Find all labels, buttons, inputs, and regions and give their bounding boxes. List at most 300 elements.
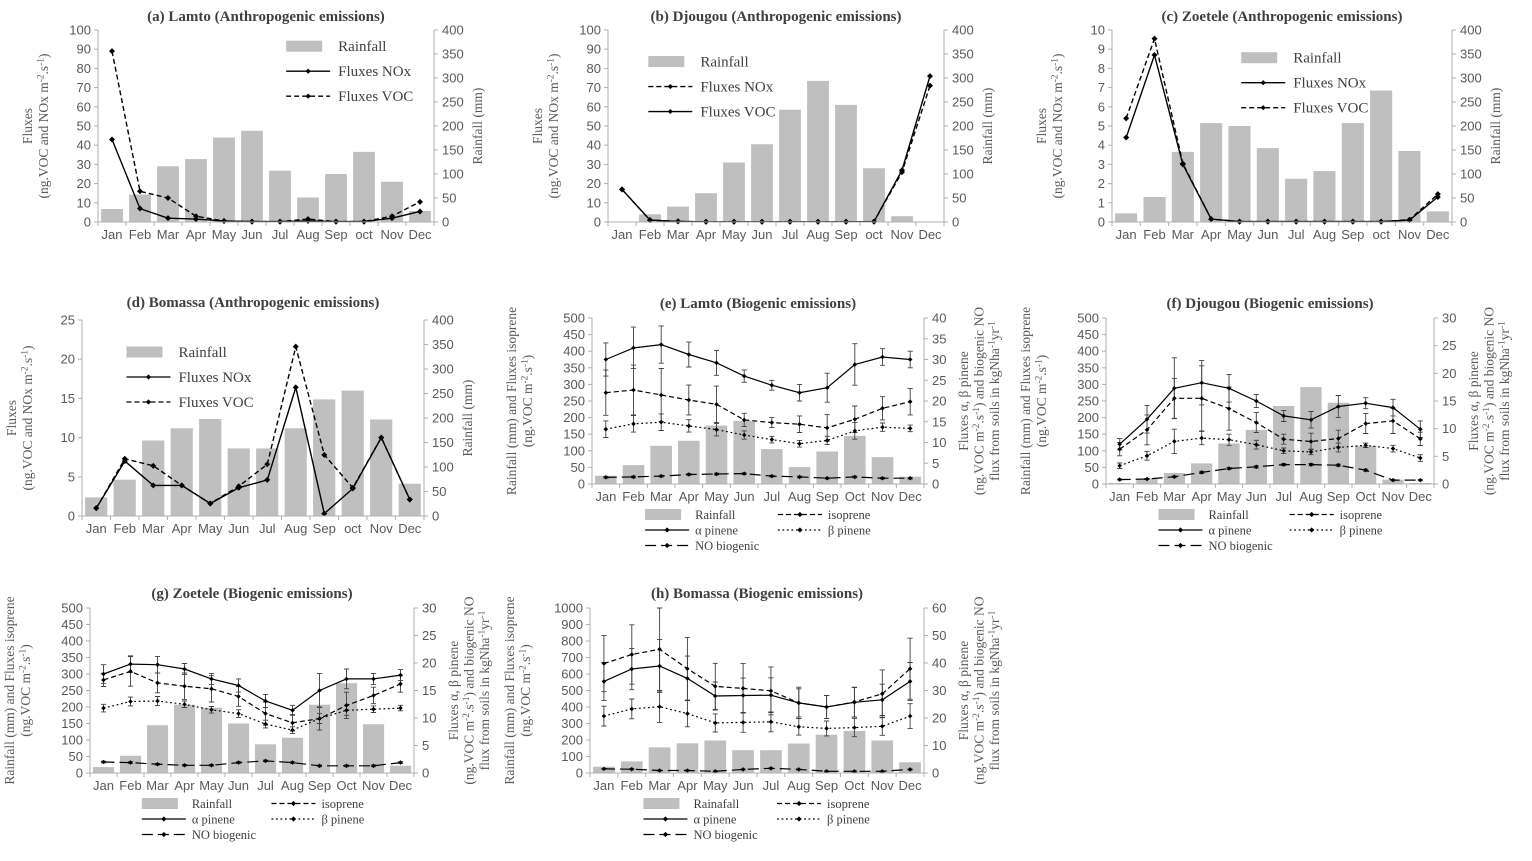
series-marker	[290, 721, 295, 726]
right-tick-label: 100	[442, 166, 464, 182]
chart-title: (f) Djougou (Biogenic emissions)	[1166, 296, 1374, 312]
series-marker	[927, 73, 933, 79]
series-marker	[602, 714, 607, 719]
series-marker	[908, 714, 913, 719]
left-tick-label: 200	[1077, 410, 1099, 426]
series-marker	[659, 420, 664, 425]
right-tick-label: 40	[932, 310, 947, 326]
legend-label: α pinene	[693, 812, 737, 827]
left-tick-label: 0	[577, 476, 585, 492]
legend-marker	[1261, 80, 1266, 85]
right-axis-label: Fluxes α, β pinene	[956, 351, 971, 451]
left-axis-label: Rainfall (mm) and Fluxes isoprene	[504, 306, 519, 496]
left-tick-label: 150	[1077, 426, 1099, 442]
series-marker	[631, 388, 636, 393]
left-tick-label: 100	[69, 22, 91, 38]
month-label: Sep	[1326, 489, 1350, 504]
series-marker	[908, 426, 913, 431]
rainfall-bar	[723, 163, 745, 223]
series-marker	[290, 728, 295, 733]
legend-label: Fluxes VOC	[700, 104, 776, 121]
month-label: Mar	[1171, 227, 1195, 242]
chart-d-svg	[2, 288, 500, 556]
left-tick-label: 20	[586, 176, 601, 192]
series-marker	[714, 361, 719, 366]
legend-marker	[1178, 527, 1183, 532]
left-tick-label: 90	[76, 41, 91, 57]
legend-marker	[665, 543, 670, 548]
left-tick-label: 250	[563, 393, 585, 409]
left-tick-label: 150	[61, 716, 83, 731]
series-marker	[109, 136, 115, 142]
series-marker	[371, 693, 376, 698]
left-tick-label: 100	[579, 22, 601, 38]
series-marker	[398, 673, 403, 678]
month-label: Apr	[174, 778, 195, 793]
right-tick-label: 0	[442, 214, 450, 230]
right-tick-label: 400	[952, 22, 974, 38]
chart-title: (b) Djougou (Anthropogenic emissions)	[650, 9, 902, 25]
series-marker	[880, 406, 885, 411]
axes-lines	[1106, 318, 1434, 484]
rainfall-bar	[390, 766, 411, 773]
series-marker	[1152, 52, 1158, 58]
rainfall-bar	[1398, 151, 1420, 222]
legend-marker	[665, 527, 670, 532]
left-tick-label: 0	[575, 765, 583, 781]
month-label: Jan	[85, 521, 107, 536]
rainfall-bar	[228, 724, 249, 774]
right-axis-label: flux from soils in $kgNha^{-1}yr^{-1}$	[987, 321, 1002, 481]
rainfall-bar	[1115, 213, 1137, 222]
left-tick-label: 0	[593, 214, 601, 230]
left-tick-label: 100	[61, 732, 83, 748]
left-tick-label: 7	[1097, 80, 1105, 96]
series-marker	[1227, 406, 1232, 411]
month-label: Sep	[815, 778, 839, 793]
series-marker	[796, 701, 801, 706]
series-marker	[371, 707, 376, 712]
series-marker	[398, 682, 403, 687]
legend-bar-swatch	[648, 56, 684, 67]
left-tick-label: 450	[1077, 327, 1099, 343]
month-label: Jun	[228, 778, 249, 793]
legend-label: Fluxes NOx	[1293, 75, 1367, 92]
rainfall-bar	[157, 166, 179, 222]
legend-marker	[161, 832, 166, 837]
rainfall-bar	[871, 741, 893, 774]
month-label: Dec	[898, 489, 922, 504]
left-tick-label: 150	[563, 426, 585, 442]
month-label: Apr	[1201, 227, 1222, 242]
legend-marker	[161, 816, 166, 821]
series-marker	[631, 346, 636, 351]
chart-djougou-anthropogenic	[528, 2, 1020, 258]
left-tick-label: 500	[1077, 310, 1099, 326]
left-tick-label: 700	[561, 650, 583, 665]
month-label: Dec	[408, 227, 432, 242]
series-marker	[825, 438, 830, 443]
month-label: Feb	[1143, 227, 1166, 242]
rainfall-bar	[1200, 123, 1222, 222]
month-label: oct	[355, 227, 373, 242]
left-tick-label: 50	[1084, 459, 1099, 475]
chart-zoetele-biogenic	[2, 582, 510, 859]
month-label: Jun	[751, 227, 773, 242]
left-tick-label: 50	[76, 118, 91, 134]
legend-label: Fluxes NOx	[700, 79, 774, 96]
series-marker	[908, 357, 913, 362]
series-marker	[236, 694, 241, 699]
left-tick-label: 250	[61, 683, 83, 698]
series-marker	[659, 342, 664, 347]
legend-label: β pinene	[827, 812, 870, 827]
series-marker	[101, 760, 106, 765]
chart-b-svg	[528, 2, 1020, 258]
chart-g-svg	[2, 582, 510, 859]
month-label: Mar	[648, 778, 671, 793]
right-tick-label: 400	[442, 22, 464, 38]
series-marker	[880, 425, 885, 430]
right-tick-label: 0	[432, 508, 440, 524]
month-label: Aug	[284, 521, 308, 536]
left-tick-label: 500	[61, 600, 83, 616]
rainfall-bar	[213, 138, 235, 223]
month-label: Jan	[595, 489, 617, 504]
left-tick-label: 9	[1097, 41, 1105, 57]
right-tick-label: 150	[442, 142, 464, 158]
month-label: May	[721, 227, 747, 242]
right-axis-label: Rainfall (mm)	[460, 379, 475, 457]
right-tick-label: 350	[432, 337, 454, 352]
legend-marker	[663, 832, 668, 837]
chart-bomassa-biogenic	[502, 582, 1020, 859]
chart-title: (c) Zoetele (Anthropogenic emissions)	[1161, 9, 1403, 25]
left-tick-label: 900	[561, 617, 583, 632]
rainfall-bar	[185, 159, 207, 222]
legend-label: isoprene	[1339, 508, 1383, 522]
legend-label: β pinene	[827, 523, 871, 538]
rainfall-bar	[1285, 179, 1307, 222]
legend-label: α pinene	[191, 812, 235, 827]
series-marker	[629, 652, 634, 657]
month-label: Mar	[156, 227, 180, 242]
month-label: Jan	[101, 227, 123, 242]
series-marker	[1418, 478, 1423, 483]
rainfall-bar	[1228, 126, 1250, 222]
legend-label: β pinene	[1339, 523, 1383, 538]
month-label: Sep	[324, 227, 348, 242]
chart-title: (e) Lamto (Biogenic emissions)	[659, 296, 857, 312]
right-tick-label: 200	[952, 118, 974, 134]
month-label: Jul	[258, 521, 276, 536]
left-tick-label: 80	[586, 60, 601, 76]
series-marker	[1199, 436, 1204, 441]
left-tick-label: 3	[1097, 156, 1105, 172]
legend-label: isoprene	[321, 797, 364, 811]
left-tick-label: 350	[1077, 360, 1099, 376]
series-marker	[657, 704, 662, 709]
rainfall-bar	[751, 144, 773, 222]
rainfall-bar	[342, 391, 364, 516]
series-marker	[657, 664, 662, 669]
rainfall-bar	[1355, 446, 1376, 484]
month-label: May	[702, 778, 728, 793]
legend-marker	[1261, 105, 1266, 110]
left-tick-label: 450	[61, 617, 83, 632]
series-marker	[128, 669, 133, 674]
legend-label: Fluxes VOC	[338, 89, 414, 106]
series-marker	[398, 706, 403, 711]
series-marker	[629, 667, 634, 672]
left-tick-label: 70	[76, 80, 91, 96]
right-tick-label: 20	[932, 393, 947, 409]
left-tick-label: 50	[586, 118, 601, 134]
left-axis-label: (ng.VOC $m^{-2}.s^{-1}$)	[520, 354, 535, 448]
left-axis-label: (ng.VOC $m^{-2}.s^{-1}$)	[1034, 354, 1049, 448]
rainfall-bar	[171, 428, 193, 516]
month-label: Aug	[1312, 227, 1337, 242]
legend-label: Rainfall	[1293, 50, 1342, 67]
left-tick-label: 20	[76, 176, 91, 192]
month-label: Apr	[677, 778, 698, 793]
month-label: Jul	[781, 227, 799, 242]
series-marker	[796, 725, 801, 730]
series-marker	[825, 426, 830, 431]
left-axis-label: (ng.VOC and NOx $m^{-2}.s^{-1}$)	[20, 345, 35, 491]
month-label: Feb	[638, 227, 662, 242]
month-label: Jul	[1287, 227, 1305, 242]
right-tick-label: 20	[1442, 365, 1457, 381]
month-label: Jul	[763, 489, 781, 504]
left-tick-label: 450	[563, 327, 585, 343]
month-label: Oct	[336, 778, 357, 793]
left-tick-label: 400	[563, 343, 585, 359]
month-label: May	[1216, 489, 1242, 504]
month-label: Dec	[898, 778, 922, 793]
right-tick-label: 5	[422, 738, 430, 753]
series-line	[604, 707, 910, 729]
left-tick-label: 25	[60, 312, 75, 328]
left-axis-label: Rainfall (mm) and Fluxes isoprene	[1018, 306, 1033, 496]
series-marker	[769, 720, 774, 725]
right-tick-label: 60	[932, 600, 947, 616]
right-tick-label: 150	[952, 142, 974, 158]
rainfall-bar	[1427, 211, 1449, 222]
month-label: Apr	[1191, 489, 1212, 504]
right-tick-label: 250	[952, 94, 974, 110]
series-marker	[182, 667, 187, 672]
legend-bar-swatch	[1158, 509, 1194, 520]
rainfall-bar	[807, 81, 829, 222]
rainfall-bar	[1370, 91, 1392, 223]
series-marker	[128, 662, 133, 667]
rainfall-bar	[695, 193, 717, 222]
month-label: Feb	[620, 778, 643, 793]
right-tick-label: 30	[422, 600, 437, 616]
series-line	[1120, 398, 1421, 449]
month-label: Jan	[1109, 489, 1131, 504]
legend-bar-swatch	[286, 41, 322, 52]
series-marker	[797, 441, 802, 446]
series-marker	[209, 677, 214, 682]
right-tick-label: 50	[432, 484, 447, 499]
month-label: Apr	[678, 489, 699, 504]
series-marker	[417, 199, 423, 205]
right-axis-label: (ng.VOC $m^{-2}.s^{-1}$) and biogenic NO	[1481, 306, 1497, 496]
rainfall-bar	[779, 110, 801, 222]
legend-label: Rainfall	[191, 797, 233, 811]
series-marker	[769, 689, 774, 694]
legend-label: Rainfall	[695, 508, 736, 522]
series-marker	[769, 693, 774, 698]
right-tick-label: 50	[952, 190, 967, 206]
rainfall-bar	[1257, 148, 1279, 222]
month-label: Jun	[228, 521, 250, 536]
right-axis-label: Rainfall (mm)	[980, 87, 995, 165]
month-label: Nov	[380, 227, 404, 242]
left-tick-label: 400	[561, 699, 583, 715]
left-tick-label: 0	[83, 214, 91, 230]
left-tick-label: 10	[586, 195, 601, 211]
left-tick-label: 60	[586, 99, 601, 115]
chart-h-svg	[502, 582, 1020, 859]
left-tick-label: 60	[76, 99, 91, 115]
legend-marker	[797, 512, 802, 517]
series-marker	[236, 683, 241, 688]
month-label: Mar	[142, 521, 165, 536]
chart-c-svg	[1032, 2, 1528, 258]
left-tick-label: 500	[561, 683, 583, 698]
legend-label: Rainfall	[338, 39, 387, 56]
month-label: Nov	[1397, 227, 1422, 242]
right-axis-label: Fluxes α, β pinene	[1466, 351, 1481, 451]
month-label: Apr	[695, 227, 717, 242]
legend-marker	[668, 84, 673, 89]
series-marker	[602, 679, 607, 684]
legend-marker	[797, 527, 802, 532]
series-marker	[101, 672, 106, 677]
right-tick-label: 0	[1442, 476, 1450, 492]
left-tick-label: 0	[1091, 476, 1099, 492]
series-marker	[687, 398, 692, 403]
right-tick-label: 20	[422, 655, 437, 671]
month-label: oct	[865, 227, 883, 242]
series-marker	[824, 726, 829, 731]
left-tick-label: 10	[1090, 22, 1105, 38]
left-tick-label: 400	[61, 633, 83, 649]
legend-label: α pinene	[695, 523, 739, 538]
right-tick-label: 0	[932, 476, 940, 492]
right-tick-label: 300	[442, 70, 464, 86]
right-tick-label: 300	[952, 70, 974, 86]
left-tick-label: 1000	[554, 600, 583, 616]
month-label: Jan	[611, 227, 633, 242]
rainfall-bar	[174, 705, 195, 773]
rainfall-bar	[1246, 430, 1267, 484]
month-label: Apr	[185, 227, 207, 242]
right-tick-label: 350	[952, 46, 974, 62]
left-axis-label: Fluxes	[4, 399, 19, 437]
left-tick-label: 300	[561, 716, 583, 731]
left-tick-label: 350	[563, 360, 585, 376]
month-label: Jun	[733, 489, 755, 504]
chart-title: (g) Zoetele (Biogenic emissions)	[151, 586, 353, 602]
series-marker	[604, 427, 609, 432]
series-marker	[770, 383, 775, 388]
left-axis-label: (ng.VOC and NOx $m^{-2}.s^{-1}$)	[36, 53, 51, 199]
right-tick-label: 250	[442, 94, 464, 110]
left-tick-label: 200	[563, 410, 585, 426]
month-label: Oct	[1355, 489, 1376, 504]
month-label: Jun	[1257, 227, 1279, 242]
left-tick-label: 350	[61, 650, 83, 665]
right-axis-label: flux from soils in $kgNha^{-1}yr^{-1}$	[1497, 321, 1512, 481]
right-tick-label: 0	[932, 765, 940, 781]
legend-label: α pinene	[1208, 523, 1252, 538]
month-label: Aug	[280, 778, 305, 793]
rainfall-bar	[891, 216, 913, 222]
left-tick-label: 0	[67, 508, 75, 524]
right-tick-label: 150	[432, 435, 454, 450]
series-marker	[236, 711, 241, 716]
legend-label: β pinene	[321, 812, 365, 827]
left-tick-label: 8	[1097, 60, 1105, 76]
month-label: oct	[1372, 227, 1390, 242]
right-tick-label: 150	[1460, 142, 1482, 158]
series-marker	[1391, 446, 1396, 451]
right-tick-label: 5	[932, 455, 940, 471]
rainfall-bar	[370, 420, 392, 517]
series-marker	[687, 352, 692, 357]
rainfall-bar	[761, 449, 783, 484]
month-label: Oct	[844, 489, 865, 504]
series-marker	[1199, 396, 1204, 401]
right-tick-label: 25	[932, 372, 947, 388]
legend-label: Fluxes VOC	[1293, 100, 1369, 117]
rainfall-bar	[269, 171, 291, 222]
series-marker	[101, 706, 106, 711]
left-tick-label: 5	[67, 469, 75, 485]
rainfall-bar	[241, 131, 263, 222]
series-marker	[1363, 421, 1368, 426]
series-marker	[797, 422, 802, 427]
rainfall-bar	[1218, 444, 1239, 485]
legend-label: Rainfall	[700, 54, 749, 71]
right-tick-label: 100	[1460, 166, 1482, 182]
rainfall-bar	[114, 480, 136, 516]
right-tick-label: 0	[422, 765, 430, 781]
series-marker	[741, 693, 746, 698]
legend-marker	[291, 801, 296, 806]
series-marker	[604, 390, 609, 395]
month-label: Mar	[649, 489, 673, 504]
left-tick-label: 5	[1097, 118, 1105, 134]
series-marker	[1152, 36, 1158, 42]
series-marker	[1254, 399, 1259, 404]
rainfall-bar	[282, 738, 303, 773]
legend-label: Rainfall	[178, 345, 227, 362]
series-marker	[371, 677, 376, 682]
legend-marker	[663, 816, 668, 821]
series-marker	[714, 402, 719, 407]
month-label: Feb	[119, 778, 142, 793]
left-tick-label: 70	[586, 80, 601, 96]
left-tick-label: 100	[1077, 443, 1099, 459]
series-marker	[263, 699, 268, 704]
right-tick-label: 0	[1460, 214, 1468, 230]
month-label: Dec	[1426, 227, 1450, 242]
